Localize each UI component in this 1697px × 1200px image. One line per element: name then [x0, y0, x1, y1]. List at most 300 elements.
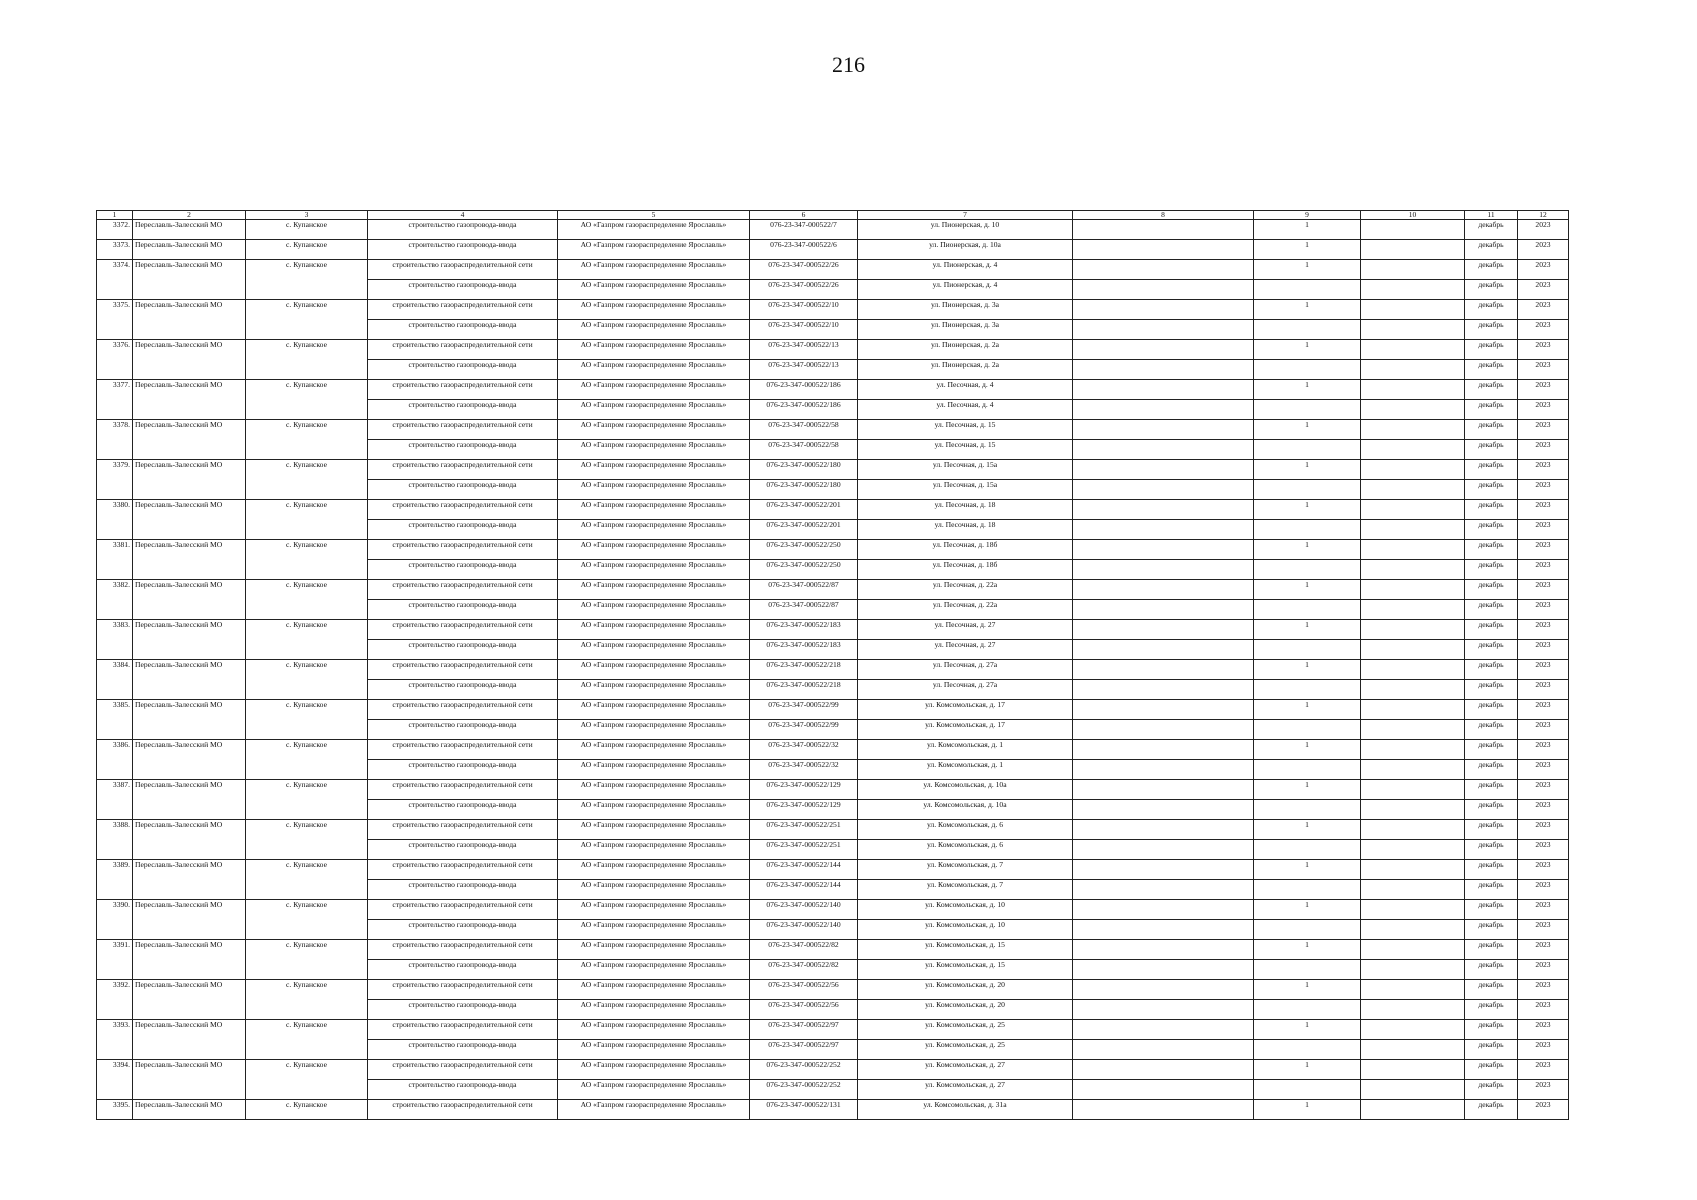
- year-cell: 2023: [1518, 880, 1569, 900]
- code-cell: 076-23-347-000522/82: [750, 940, 858, 960]
- count-cell: 1: [1254, 940, 1361, 960]
- work-type-cell: строительство газораспределительной сети: [368, 900, 558, 920]
- organization-cell: АО «Газпром газораспределение Ярославль»: [558, 1080, 750, 1100]
- work-type-cell: строительство газопровода-ввода: [368, 1080, 558, 1100]
- address-cell: ул. Песочная, д. 4: [858, 380, 1073, 400]
- code-cell: 076-23-347-000522/131: [750, 1100, 858, 1120]
- organization-cell: АО «Газпром газораспределение Ярославль»: [558, 860, 750, 880]
- column-10-cell: [1361, 1100, 1465, 1120]
- work-type-cell: строительство газопровода-ввода: [368, 1000, 558, 1020]
- column-8-cell: [1073, 960, 1254, 980]
- code-cell: 076-23-347-000522/99: [750, 720, 858, 740]
- column-10-cell: [1361, 720, 1465, 740]
- table-row: [97, 260, 1569, 280]
- work-type-cell: строительство газопровода-ввода: [368, 320, 558, 340]
- column-8-cell: [1073, 1100, 1254, 1120]
- code-cell: 076-23-347-000522/82: [750, 960, 858, 980]
- month-cell: декабрь: [1465, 260, 1518, 280]
- work-type-cell: строительство газораспределительной сети: [368, 660, 558, 680]
- count-cell: 1: [1254, 460, 1361, 480]
- organization-cell: АО «Газпром газораспределение Ярославль»: [558, 560, 750, 580]
- municipality-cell: Переславль-Залесский МО: [133, 420, 246, 460]
- table-row: [97, 380, 1569, 400]
- month-cell: декабрь: [1465, 380, 1518, 400]
- column-10-cell: [1361, 1080, 1465, 1100]
- settlement-cell: с. Купанское: [246, 500, 368, 540]
- count-cell: [1254, 360, 1361, 380]
- column-8-cell: [1073, 580, 1254, 600]
- row-number: 3382.: [97, 580, 133, 620]
- column-8-cell: [1073, 360, 1254, 380]
- code-cell: 076-23-347-000522/186: [750, 400, 858, 420]
- code-cell: 076-23-347-000522/13: [750, 360, 858, 380]
- column-10-cell: [1361, 980, 1465, 1000]
- code-cell: 076-23-347-000522/140: [750, 900, 858, 920]
- month-cell: декабрь: [1465, 1040, 1518, 1060]
- year-cell: 2023: [1518, 360, 1569, 380]
- organization-cell: АО «Газпром газораспределение Ярославль»: [558, 600, 750, 620]
- settlement-cell: с. Купанское: [246, 380, 368, 420]
- month-cell: декабрь: [1465, 360, 1518, 380]
- count-cell: [1254, 960, 1361, 980]
- column-8-cell: [1073, 600, 1254, 620]
- address-cell: ул. Комсомольская, д. 15: [858, 940, 1073, 960]
- column-10-cell: [1361, 960, 1465, 980]
- year-cell: 2023: [1518, 900, 1569, 920]
- code-cell: 076-23-347-000522/97: [750, 1040, 858, 1060]
- count-cell: 1: [1254, 1100, 1361, 1120]
- year-cell: 2023: [1518, 620, 1569, 640]
- count-cell: [1254, 1000, 1361, 1020]
- count-cell: 1: [1254, 780, 1361, 800]
- table-row: [97, 1060, 1569, 1080]
- column-10-cell: [1361, 740, 1465, 760]
- municipality-cell: Переславль-Залесский МО: [133, 340, 246, 380]
- count-cell: [1254, 1080, 1361, 1100]
- year-cell: 2023: [1518, 1080, 1569, 1100]
- address-cell: ул. Пионерская, д. 2а: [858, 340, 1073, 360]
- year-cell: 2023: [1518, 600, 1569, 620]
- year-cell: 2023: [1518, 640, 1569, 660]
- organization-cell: АО «Газпром газораспределение Ярославль»: [558, 340, 750, 360]
- work-type-cell: строительство газораспределительной сети: [368, 980, 558, 1000]
- column-10-cell: [1361, 700, 1465, 720]
- count-cell: 1: [1254, 580, 1361, 600]
- column-8-cell: [1073, 560, 1254, 580]
- month-cell: декабрь: [1465, 920, 1518, 940]
- column-header: 7: [858, 211, 1073, 220]
- column-8-cell: [1073, 440, 1254, 460]
- page-number: 216: [832, 52, 865, 77]
- month-cell: декабрь: [1465, 880, 1518, 900]
- count-cell: [1254, 760, 1361, 780]
- month-cell: декабрь: [1465, 460, 1518, 480]
- address-cell: ул. Пионерская, д. 10: [858, 220, 1073, 240]
- organization-cell: АО «Газпром газораспределение Ярославль»: [558, 900, 750, 920]
- column-8-cell: [1073, 320, 1254, 340]
- month-cell: декабрь: [1465, 1080, 1518, 1100]
- organization-cell: АО «Газпром газораспределение Ярославль»: [558, 460, 750, 480]
- code-cell: 076-23-347-000522/13: [750, 340, 858, 360]
- organization-cell: АО «Газпром газораспределение Ярославль»: [558, 680, 750, 700]
- code-cell: 076-23-347-000522/10: [750, 320, 858, 340]
- column-8-cell: [1073, 280, 1254, 300]
- year-cell: 2023: [1518, 580, 1569, 600]
- address-cell: ул. Комсомольская, д. 20: [858, 1000, 1073, 1020]
- month-cell: декабрь: [1465, 300, 1518, 320]
- month-cell: декабрь: [1465, 900, 1518, 920]
- month-cell: декабрь: [1465, 560, 1518, 580]
- column-10-cell: [1361, 760, 1465, 780]
- code-cell: 076-23-347-000522/97: [750, 1020, 858, 1040]
- organization-cell: АО «Газпром газораспределение Ярославль»: [558, 940, 750, 960]
- column-10-cell: [1361, 280, 1465, 300]
- address-cell: ул. Пионерская, д. 3а: [858, 320, 1073, 340]
- column-10-cell: [1361, 900, 1465, 920]
- column-8-cell: [1073, 500, 1254, 520]
- municipality-cell: Переславль-Залесский МО: [133, 820, 246, 860]
- month-cell: декабрь: [1465, 500, 1518, 520]
- column-10-cell: [1361, 860, 1465, 880]
- column-8-cell: [1073, 620, 1254, 640]
- column-number-header-row: [97, 211, 1569, 220]
- column-8-cell: [1073, 940, 1254, 960]
- code-cell: 076-23-347-000522/56: [750, 980, 858, 1000]
- year-cell: 2023: [1518, 680, 1569, 700]
- code-cell: 076-23-347-000522/201: [750, 520, 858, 540]
- year-cell: 2023: [1518, 280, 1569, 300]
- column-header: 6: [750, 211, 858, 220]
- month-cell: декабрь: [1465, 700, 1518, 720]
- address-cell: ул. Пионерская, д. 4: [858, 260, 1073, 280]
- code-cell: 076-23-347-000522/218: [750, 660, 858, 680]
- organization-cell: АО «Газпром газораспределение Ярославль»: [558, 720, 750, 740]
- column-10-cell: [1361, 680, 1465, 700]
- year-cell: 2023: [1518, 1020, 1569, 1040]
- address-cell: ул. Пионерская, д. 10а: [858, 240, 1073, 260]
- count-cell: 1: [1254, 860, 1361, 880]
- code-cell: 076-23-347-000522/218: [750, 680, 858, 700]
- column-10-cell: [1361, 480, 1465, 500]
- month-cell: декабрь: [1465, 480, 1518, 500]
- row-number: 3394.: [97, 1060, 133, 1100]
- settlement-cell: с. Купанское: [246, 620, 368, 660]
- column-10-cell: [1361, 520, 1465, 540]
- column-8-cell: [1073, 380, 1254, 400]
- row-number: 3393.: [97, 1020, 133, 1060]
- organization-cell: АО «Газпром газораспределение Ярославль»: [558, 500, 750, 520]
- column-10-cell: [1361, 320, 1465, 340]
- column-8-cell: [1073, 240, 1254, 260]
- organization-cell: АО «Газпром газораспределение Ярославль»: [558, 1040, 750, 1060]
- column-8-cell: [1073, 520, 1254, 540]
- column-8-cell: [1073, 660, 1254, 680]
- count-cell: [1254, 320, 1361, 340]
- column-8-cell: [1073, 1000, 1254, 1020]
- year-cell: 2023: [1518, 300, 1569, 320]
- organization-cell: АО «Газпром газораспределение Ярославль»: [558, 380, 750, 400]
- code-cell: 076-23-347-000522/201: [750, 500, 858, 520]
- organization-cell: АО «Газпром газораспределение Ярославль»: [558, 820, 750, 840]
- work-type-cell: строительство газораспределительной сети: [368, 1060, 558, 1080]
- address-cell: ул. Комсомольская, д. 6: [858, 840, 1073, 860]
- year-cell: 2023: [1518, 860, 1569, 880]
- column-8-cell: [1073, 880, 1254, 900]
- count-cell: [1254, 1040, 1361, 1060]
- work-type-cell: строительство газопровода-ввода: [368, 360, 558, 380]
- address-cell: ул. Комсомольская, д. 6: [858, 820, 1073, 840]
- code-cell: 076-23-347-000522/183: [750, 620, 858, 640]
- municipality-cell: Переславль-Залесский МО: [133, 500, 246, 540]
- month-cell: декабрь: [1465, 840, 1518, 860]
- row-number: 3386.: [97, 740, 133, 780]
- code-cell: 076-23-347-000522/26: [750, 280, 858, 300]
- month-cell: декабрь: [1465, 940, 1518, 960]
- address-cell: ул. Песочная, д. 27а: [858, 680, 1073, 700]
- row-number: 3372.: [97, 220, 133, 240]
- organization-cell: АО «Газпром газораспределение Ярославль»: [558, 420, 750, 440]
- table-row: [97, 1100, 1569, 1120]
- table-row: [97, 820, 1569, 840]
- column-10-cell: [1361, 240, 1465, 260]
- address-cell: ул. Песочная, д. 27: [858, 640, 1073, 660]
- column-8-cell: [1073, 720, 1254, 740]
- column-10-cell: [1361, 660, 1465, 680]
- column-header: 1: [97, 211, 133, 220]
- count-cell: 1: [1254, 1020, 1361, 1040]
- organization-cell: АО «Газпром газораспределение Ярославль»: [558, 520, 750, 540]
- address-cell: ул. Комсомольская, д. 15: [858, 960, 1073, 980]
- organization-cell: АО «Газпром газораспределение Ярославль»: [558, 1060, 750, 1080]
- organization-cell: АО «Газпром газораспределение Ярославль»: [558, 920, 750, 940]
- address-cell: ул. Песочная, д. 27: [858, 620, 1073, 640]
- count-cell: [1254, 840, 1361, 860]
- column-10-cell: [1361, 460, 1465, 480]
- code-cell: 076-23-347-000522/32: [750, 740, 858, 760]
- settlement-cell: с. Купанское: [246, 340, 368, 380]
- month-cell: декабрь: [1465, 800, 1518, 820]
- address-cell: ул. Комсомольская, д. 10а: [858, 780, 1073, 800]
- code-cell: 076-23-347-000522/252: [750, 1060, 858, 1080]
- month-cell: декабрь: [1465, 860, 1518, 880]
- organization-cell: АО «Газпром газораспределение Ярославль»: [558, 640, 750, 660]
- column-8-cell: [1073, 840, 1254, 860]
- register-table: [96, 210, 1569, 1120]
- year-cell: 2023: [1518, 460, 1569, 480]
- municipality-cell: Переславль-Залесский МО: [133, 300, 246, 340]
- count-cell: [1254, 680, 1361, 700]
- column-8-cell: [1073, 700, 1254, 720]
- year-cell: 2023: [1518, 540, 1569, 560]
- count-cell: [1254, 400, 1361, 420]
- organization-cell: АО «Газпром газораспределение Ярославль»: [558, 1020, 750, 1040]
- column-10-cell: [1361, 920, 1465, 940]
- work-type-cell: строительство газопровода-ввода: [368, 480, 558, 500]
- count-cell: 1: [1254, 420, 1361, 440]
- address-cell: ул. Песочная, д. 15а: [858, 460, 1073, 480]
- column-8-cell: [1073, 920, 1254, 940]
- year-cell: 2023: [1518, 840, 1569, 860]
- count-cell: [1254, 720, 1361, 740]
- organization-cell: АО «Газпром газораспределение Ярославль»: [558, 240, 750, 260]
- address-cell: ул. Песочная, д. 18б: [858, 560, 1073, 580]
- row-number: 3388.: [97, 820, 133, 860]
- municipality-cell: Переславль-Залесский МО: [133, 380, 246, 420]
- row-number: 3384.: [97, 660, 133, 700]
- month-cell: декабрь: [1465, 660, 1518, 680]
- column-10-cell: [1361, 820, 1465, 840]
- year-cell: 2023: [1518, 1060, 1569, 1080]
- count-cell: [1254, 440, 1361, 460]
- code-cell: 076-23-347-000522/252: [750, 1080, 858, 1100]
- organization-cell: АО «Газпром газораспределение Ярославль»: [558, 400, 750, 420]
- settlement-cell: с. Купанское: [246, 300, 368, 340]
- row-number: 3389.: [97, 860, 133, 900]
- work-type-cell: строительство газораспределительной сети: [368, 500, 558, 520]
- count-cell: 1: [1254, 660, 1361, 680]
- row-number: 3387.: [97, 780, 133, 820]
- row-number: 3385.: [97, 700, 133, 740]
- count-cell: 1: [1254, 980, 1361, 1000]
- month-cell: декабрь: [1465, 620, 1518, 640]
- settlement-cell: с. Купанское: [246, 660, 368, 700]
- table-row: [97, 420, 1569, 440]
- month-cell: декабрь: [1465, 520, 1518, 540]
- month-cell: декабрь: [1465, 780, 1518, 800]
- column-8-cell: [1073, 980, 1254, 1000]
- work-type-cell: строительство газораспределительной сети: [368, 620, 558, 640]
- municipality-cell: Переславль-Залесский МО: [133, 980, 246, 1020]
- address-cell: ул. Комсомольская, д. 20: [858, 980, 1073, 1000]
- column-8-cell: [1073, 1080, 1254, 1100]
- work-type-cell: строительство газопровода-ввода: [368, 560, 558, 580]
- year-cell: 2023: [1518, 240, 1569, 260]
- column-10-cell: [1361, 880, 1465, 900]
- settlement-cell: с. Купанское: [246, 980, 368, 1020]
- year-cell: 2023: [1518, 520, 1569, 540]
- organization-cell: АО «Газпром газораспределение Ярославль»: [558, 1000, 750, 1020]
- work-type-cell: строительство газораспределительной сети: [368, 340, 558, 360]
- work-type-cell: строительство газопровода-ввода: [368, 640, 558, 660]
- code-cell: 076-23-347-000522/183: [750, 640, 858, 660]
- work-type-cell: строительство газопровода-ввода: [368, 760, 558, 780]
- row-number: 3379.: [97, 460, 133, 500]
- address-cell: ул. Песочная, д. 22а: [858, 580, 1073, 600]
- address-cell: ул. Комсомольская, д. 1: [858, 760, 1073, 780]
- settlement-cell: с. Купанское: [246, 940, 368, 980]
- address-cell: ул. Комсомольская, д. 17: [858, 720, 1073, 740]
- year-cell: 2023: [1518, 700, 1569, 720]
- row-number: 3375.: [97, 300, 133, 340]
- table-row: [97, 860, 1569, 880]
- row-number: 3391.: [97, 940, 133, 980]
- column-8-cell: [1073, 820, 1254, 840]
- code-cell: 076-23-347-000522/87: [750, 580, 858, 600]
- count-cell: 1: [1254, 900, 1361, 920]
- year-cell: 2023: [1518, 940, 1569, 960]
- work-type-cell: строительство газораспределительной сети: [368, 860, 558, 880]
- address-cell: ул. Песочная, д. 18б: [858, 540, 1073, 560]
- work-type-cell: строительство газопровода-ввода: [368, 800, 558, 820]
- column-10-cell: [1361, 260, 1465, 280]
- row-number: 3395.: [97, 1100, 133, 1120]
- month-cell: декабрь: [1465, 960, 1518, 980]
- work-type-cell: строительство газораспределительной сети: [368, 1020, 558, 1040]
- table-row: [97, 220, 1569, 240]
- column-8-cell: [1073, 860, 1254, 880]
- year-cell: 2023: [1518, 380, 1569, 400]
- work-type-cell: строительство газопровода-ввода: [368, 400, 558, 420]
- work-type-cell: строительство газопровода-ввода: [368, 680, 558, 700]
- column-8-cell: [1073, 1060, 1254, 1080]
- municipality-cell: Переславль-Залесский МО: [133, 660, 246, 700]
- municipality-cell: Переславль-Залесский МО: [133, 580, 246, 620]
- work-type-cell: строительство газораспределительной сети: [368, 940, 558, 960]
- count-cell: [1254, 560, 1361, 580]
- column-header: 8: [1073, 211, 1254, 220]
- count-cell: [1254, 800, 1361, 820]
- organization-cell: АО «Газпром газораспределение Ярославль»: [558, 760, 750, 780]
- column-10-cell: [1361, 220, 1465, 240]
- address-cell: ул. Песочная, д. 27а: [858, 660, 1073, 680]
- work-type-cell: строительство газопровода-ввода: [368, 600, 558, 620]
- organization-cell: АО «Газпром газораспределение Ярославль»: [558, 220, 750, 240]
- year-cell: 2023: [1518, 960, 1569, 980]
- address-cell: ул. Песочная, д. 18: [858, 520, 1073, 540]
- address-cell: ул. Комсомольская, д. 31а: [858, 1100, 1073, 1120]
- work-type-cell: строительство газопровода-ввода: [368, 440, 558, 460]
- column-10-cell: [1361, 1040, 1465, 1060]
- row-number: 3381.: [97, 540, 133, 580]
- municipality-cell: Переславль-Залесский МО: [133, 460, 246, 500]
- row-number: 3377.: [97, 380, 133, 420]
- column-10-cell: [1361, 1020, 1465, 1040]
- municipality-cell: Переславль-Залесский МО: [133, 540, 246, 580]
- year-cell: 2023: [1518, 780, 1569, 800]
- address-cell: ул. Комсомольская, д. 17: [858, 700, 1073, 720]
- municipality-cell: Переславль-Залесский МО: [133, 1020, 246, 1060]
- organization-cell: АО «Газпром газораспределение Ярославль»: [558, 840, 750, 860]
- column-8-cell: [1073, 400, 1254, 420]
- column-header: 4: [368, 211, 558, 220]
- address-cell: ул. Комсомольская, д. 25: [858, 1040, 1073, 1060]
- column-10-cell: [1361, 840, 1465, 860]
- column-header: 11: [1465, 211, 1518, 220]
- year-cell: 2023: [1518, 220, 1569, 240]
- column-8-cell: [1073, 420, 1254, 440]
- settlement-cell: с. Купанское: [246, 580, 368, 620]
- month-cell: декабрь: [1465, 600, 1518, 620]
- year-cell: 2023: [1518, 980, 1569, 1000]
- column-8-cell: [1073, 460, 1254, 480]
- table-row: [97, 540, 1569, 560]
- count-cell: [1254, 640, 1361, 660]
- organization-cell: АО «Газпром газораспределение Ярославль»: [558, 740, 750, 760]
- year-cell: 2023: [1518, 500, 1569, 520]
- table-row: [97, 940, 1569, 960]
- column-10-cell: [1361, 1000, 1465, 1020]
- organization-cell: АО «Газпром газораспределение Ярославль»: [558, 300, 750, 320]
- count-cell: 1: [1254, 260, 1361, 280]
- work-type-cell: строительство газораспределительной сети: [368, 700, 558, 720]
- address-cell: ул. Песочная, д. 18: [858, 500, 1073, 520]
- work-type-cell: строительство газопровода-ввода: [368, 960, 558, 980]
- address-cell: ул. Пионерская, д. 4: [858, 280, 1073, 300]
- address-cell: ул. Комсомольская, д. 27: [858, 1060, 1073, 1080]
- column-10-cell: [1361, 620, 1465, 640]
- settlement-cell: с. Купанское: [246, 1100, 368, 1120]
- month-cell: декабрь: [1465, 420, 1518, 440]
